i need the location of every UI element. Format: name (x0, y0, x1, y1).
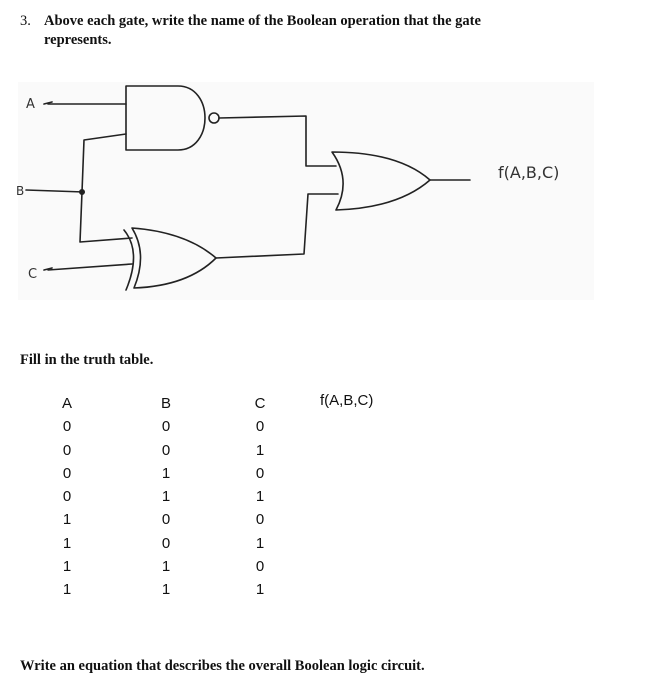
cell-b: 1 (161, 464, 171, 482)
cell-c: 0 (255, 558, 265, 576)
header-c: C (254, 395, 266, 412)
question-number: 3. (20, 13, 31, 29)
cell-a: 1 (62, 534, 72, 552)
cell-b: 1 (161, 558, 171, 576)
cell-b: 0 (161, 534, 171, 552)
equation-instruction: Write an equation that describes the overall Boolean logic circuit. (20, 658, 425, 674)
header-b: B (160, 395, 171, 412)
cell-a: 0 (62, 441, 72, 459)
question-text (20, 12, 481, 50)
fill-instruction: Fill in the truth table. (20, 352, 154, 368)
cell-a: 1 (62, 511, 72, 529)
label-input-b: B (16, 184, 25, 198)
logic-circuit-diagram (18, 82, 594, 300)
cell-a: 1 (62, 581, 72, 599)
truth-table-column-a (56, 392, 78, 602)
label-output: f(A,B,C) (498, 163, 560, 182)
label-input-a: A (26, 97, 35, 112)
cell-a: 0 (62, 488, 72, 506)
cell-c: 1 (255, 488, 265, 506)
question-line-1: Above each gate, write the name of the Boolean operation that the gate (44, 13, 481, 29)
label-input-c: C (28, 267, 38, 282)
truth-table-column-c (249, 392, 271, 602)
cell-c: 0 (255, 511, 265, 529)
cell-b: 1 (161, 581, 171, 599)
circuit-photo-background (18, 82, 594, 300)
cell-c: 0 (255, 418, 265, 436)
cell-a: 1 (62, 558, 72, 576)
cell-b: 0 (161, 418, 171, 436)
header-f: f(A,B,C) (320, 392, 374, 409)
cell-a: 0 (62, 464, 72, 482)
truth-table-column-b (155, 392, 177, 602)
header-a: A (61, 395, 72, 412)
cell-c: 1 (255, 441, 265, 459)
cell-c: 1 (255, 534, 265, 552)
cell-a: 0 (62, 418, 72, 436)
cell-b: 1 (161, 488, 171, 506)
question-line-2: represents. (44, 32, 112, 48)
cell-c: 1 (255, 581, 265, 599)
cell-b: 0 (161, 511, 171, 529)
cell-b: 0 (161, 441, 171, 459)
cell-c: 0 (255, 464, 265, 482)
